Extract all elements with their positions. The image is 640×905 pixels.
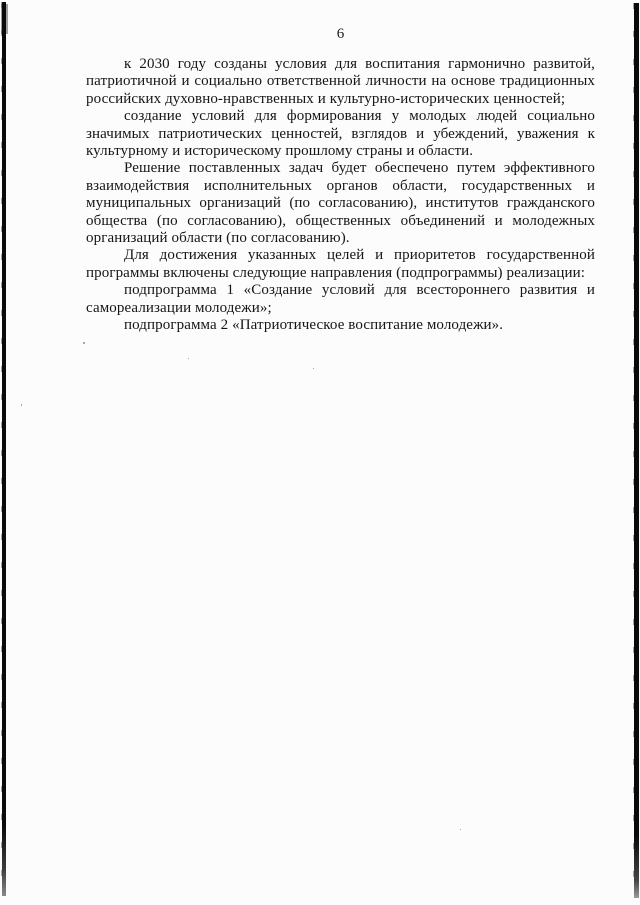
scan-speck: [21, 404, 22, 406]
scan-edge-left: [2, 2, 6, 896]
document-body: [86, 56, 595, 335]
paragraph-task-solution: Решение поставленных задач будет обеспечено путем эффективного взаимодействия исполнительных органов области, государственных и муниципальных организаций (по согласованию), институтов гражданского общества (по согласованию), общественных объединений и молодежных организаций области (по согласованию).: [86, 160, 595, 247]
scan-speck: [313, 368, 314, 369]
scan-speck: [188, 358, 189, 359]
scan-edge-right: [634, 3, 639, 898]
paragraph-subprogram-2: подпрограмма 2 «Патриотическое воспитание молодежи».: [124, 317, 504, 334]
scan-speck: [460, 829, 461, 830]
paragraph-creating-conditions: создание условий для формирования у молодых людей социально значимых патриотических ценностей, взглядов и убеждений, уважения к культурному и историческому прошлому страны и области.: [86, 108, 595, 160]
page-number: 6: [336, 26, 345, 42]
paragraph-program-directions: Для достижения указанных целей и приоритетов государственной программы включены следующие направления (подпрограммы) реализации:: [86, 247, 595, 281]
paragraph-subprogram-1: подпрограмма 1 «Создание условий для всестороннего развития и самореализации молодежи»;: [86, 282, 595, 316]
paragraph-goal-2030: к 2030 году созданы условия для воспитания гармонично развитой, патриотичной и социально ответственной личности на основе традиционных российских духовно-нравственных и культурно-исторических ценностей;: [86, 56, 595, 107]
scan-speck: [83, 342, 85, 344]
